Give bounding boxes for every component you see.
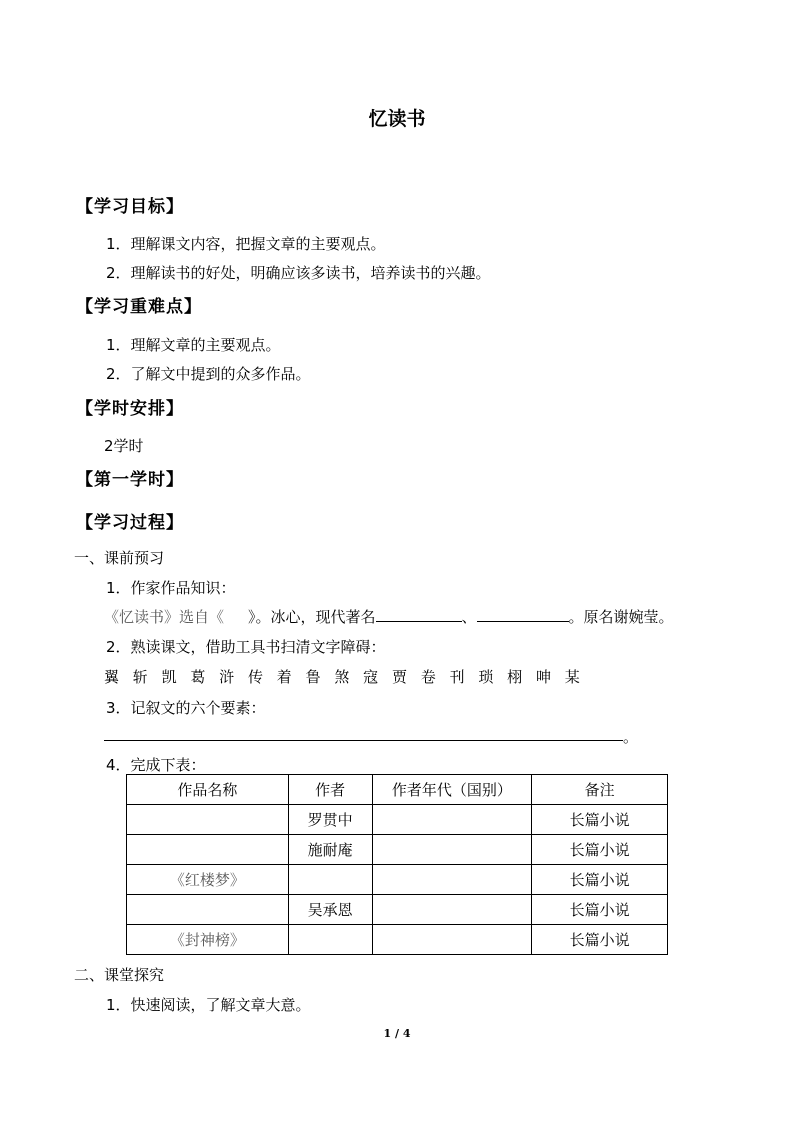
key-point-item: 2．了解文中提到的众多作品。: [106, 365, 311, 383]
author-cell[interactable]: 施耐庵: [288, 835, 372, 865]
note-cell: 长篇小说: [532, 865, 668, 895]
work-name-cell[interactable]: 《红楼梦》: [127, 865, 289, 895]
vocab-char: 斩: [132, 668, 148, 686]
author-cell[interactable]: 吴承恩: [288, 895, 372, 925]
note-cell: 长篇小说: [532, 805, 668, 835]
process-heading: 【学习过程】: [76, 513, 184, 533]
era-cell[interactable]: [372, 895, 532, 925]
page-number: 1 / 4: [383, 1027, 411, 1040]
question-1: 1．作家作品知识：: [106, 579, 236, 597]
vocab-char: 煞: [334, 668, 350, 686]
works-table: [126, 774, 668, 955]
schedule-heading: 【学时安排】: [76, 399, 184, 419]
vocab-char: 葛: [190, 668, 206, 686]
vocab-char: 卷: [420, 668, 436, 686]
vocab-char: 翼: [104, 668, 120, 686]
table-row: [127, 865, 668, 895]
table-row: [127, 925, 668, 955]
answer-period: 。: [623, 728, 639, 746]
header-cell: 作者年代（国别）: [372, 775, 532, 805]
work-name-cell[interactable]: [127, 895, 289, 925]
question-3: 3．记叙文的六个要素：: [106, 699, 266, 717]
identity-blank-2[interactable]: [477, 607, 569, 622]
work-name-cell[interactable]: [127, 835, 289, 865]
identity-blank-1[interactable]: [376, 607, 462, 622]
note-cell: 长篇小说: [532, 925, 668, 955]
table-header-row: [127, 775, 668, 805]
header-cell: 备注: [532, 775, 668, 805]
schedule-text: 2学时: [104, 437, 144, 455]
header-cell: 作者: [288, 775, 372, 805]
source-text: 《忆读书》选自《: [104, 608, 225, 626]
preview-section-heading: 一、课前预习: [74, 549, 165, 567]
work-name-cell[interactable]: [127, 805, 289, 835]
vocab-char: 刊: [449, 668, 465, 686]
vocab-char: 某: [564, 668, 580, 686]
vocab-char: 浒: [219, 668, 235, 686]
author-cell[interactable]: [288, 925, 372, 955]
author-knowledge-line: [104, 606, 674, 627]
vocab-char: 贾: [391, 668, 407, 686]
vocab-char: 寇: [363, 668, 379, 686]
author-cell[interactable]: [288, 865, 372, 895]
answer-line[interactable]: [104, 740, 623, 741]
vocab-char: 栩: [507, 668, 523, 686]
objectives-heading: 【学习目标】: [76, 197, 184, 217]
question-2: 2．熟读课文，借助工具书扫清文字障碍：: [106, 638, 386, 656]
header-cell: 作品名称: [127, 775, 289, 805]
first-period-heading: 【第一学时】: [76, 470, 184, 490]
classroom-question-1: 1．快速阅读，了解文章大意。: [106, 996, 311, 1014]
era-cell[interactable]: [372, 925, 532, 955]
objective-item: 2．理解读书的好处，明确应该多读书，培养读书的兴趣。: [106, 264, 491, 282]
question-4: 4．完成下表：: [106, 756, 206, 774]
vocab-char: 传: [247, 668, 263, 686]
work-name-cell[interactable]: 《封神榜》: [127, 925, 289, 955]
classroom-section-heading: 二、课堂探究: [74, 966, 165, 984]
separator: 、: [461, 608, 477, 626]
era-cell[interactable]: [372, 805, 532, 835]
author-cell[interactable]: 罗贯中: [288, 805, 372, 835]
table-row: [127, 895, 668, 925]
note-cell: 长篇小说: [532, 895, 668, 925]
table-row: [127, 835, 668, 865]
author-text: 》。冰心，现代著名: [248, 608, 376, 626]
vocabulary-characters: [104, 666, 594, 687]
objective-item: 1．理解课文内容，把握文章的主要观点。: [106, 235, 386, 253]
vocab-char: 琐: [478, 668, 494, 686]
era-cell[interactable]: [372, 835, 532, 865]
note-cell: 长篇小说: [532, 835, 668, 865]
era-cell[interactable]: [372, 865, 532, 895]
vocab-char: 着: [276, 668, 292, 686]
vocab-char: 呻: [535, 668, 551, 686]
key-point-item: 1．理解文章的主要观点。: [106, 336, 281, 354]
page-title: 忆读书: [368, 108, 426, 130]
real-name-text: 。原名谢婉莹。: [568, 608, 674, 626]
vocab-char: 凯: [161, 668, 177, 686]
key-points-heading: 【学习重难点】: [76, 297, 202, 317]
table-row: [127, 805, 668, 835]
vocab-char: 鲁: [305, 668, 321, 686]
